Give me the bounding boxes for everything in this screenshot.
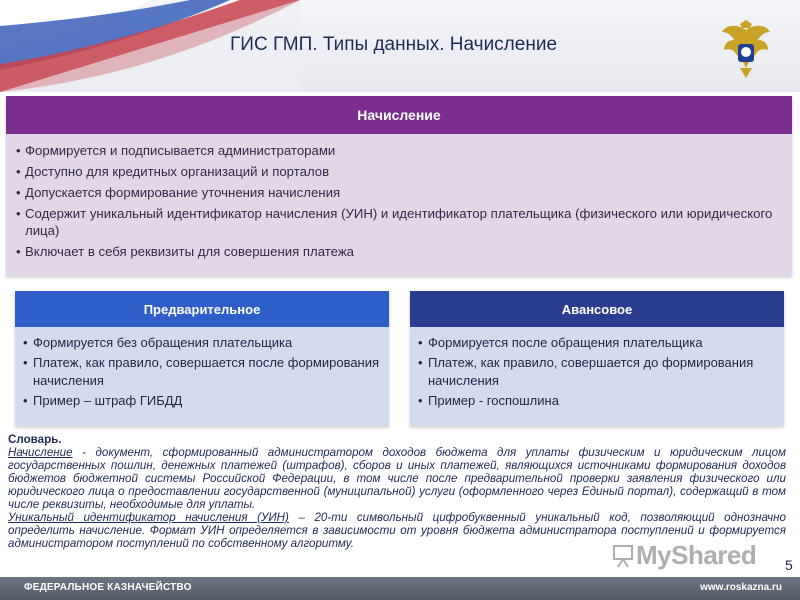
preliminary-list <box>15 327 389 410</box>
double-headed-eagle-emblem-icon <box>718 20 774 80</box>
list-item: • Формируется после обращения плательщика <box>418 334 776 352</box>
glossary-entry-charge <box>8 446 786 511</box>
watermark-text: MyShared <box>636 540 757 570</box>
list-item: • Доступно для кредитных организаций и порталов <box>16 163 782 180</box>
presentation-icon <box>612 544 634 568</box>
charge-heading: Начисление <box>6 96 792 134</box>
glossary-term: Уникальный идентификатор начисления (УИН) <box>8 511 289 524</box>
list-item: • Пример - госпошлина <box>418 392 776 410</box>
list-item: • Включает в себя реквизиты для совершения платежа <box>16 243 782 260</box>
list-item: • Формируется и подписывается администраторами <box>16 142 782 159</box>
preliminary-heading: Предварительное <box>15 291 389 327</box>
advance-panel <box>410 327 784 426</box>
footer-bar <box>0 577 800 600</box>
list-item: • Платеж, как правило, совершается после формирования начисления <box>23 354 381 390</box>
glossary-title: Словарь. <box>8 433 62 446</box>
watermark <box>612 540 756 571</box>
advance-list <box>410 327 784 410</box>
glossary-term: Начисление <box>8 446 73 459</box>
glossary-definition: - документ, сформированный администратором доходов бюджета для уплаты физическим и юридическим лицом государственных пошлин, денежных платежей (штрафов), сборов и иных платежей, являющихся источниками формирования доходов бюджетов бюджетной системы Российской Федерации, в том числе после предварительной проверки заявления физического или юридического лица о предоставлении государственной (муниципальной) услуги (оформленного через Единый портал), содержащий в том числе реквизиты, необходимые для уплаты. <box>8 446 786 511</box>
advance-heading: Авансовое <box>410 291 784 327</box>
list-item: • Формируется без обращения плательщика <box>23 334 381 352</box>
list-item: • Пример – штраф ГИБДД <box>23 392 381 410</box>
header-bar <box>0 0 800 92</box>
footer-website-link[interactable]: www.roskazna.ru <box>700 582 782 593</box>
preliminary-panel <box>15 327 389 426</box>
page-number: 5 <box>785 557 793 573</box>
charge-list <box>6 134 792 260</box>
charge-panel <box>6 134 792 276</box>
list-item: • Содержит уникальный идентификатор начисления (УИН) и идентификатор плательщика (физического или юридического лица) <box>16 205 782 239</box>
list-item: • Допускается формирование уточнения начисления <box>16 184 782 201</box>
page-title: ГИС ГМП. Типы данных. Начисление <box>230 34 558 55</box>
glossary-definition: – 20-ти символьный цифробуквенный уникальный код, позволяющий однозначно определить начисление. Формат УИН определяется в зависимости от уровня бюджета администратора поступлений и формируется администратором поступлений по собственному алгоритму. <box>8 511 786 550</box>
list-item: • Платеж, как правило, совершается до формирования начисления <box>418 354 776 390</box>
glossary <box>8 433 786 550</box>
footer-org: ФЕДЕРАЛЬНОЕ КАЗНАЧЕЙСТВО <box>24 582 192 593</box>
